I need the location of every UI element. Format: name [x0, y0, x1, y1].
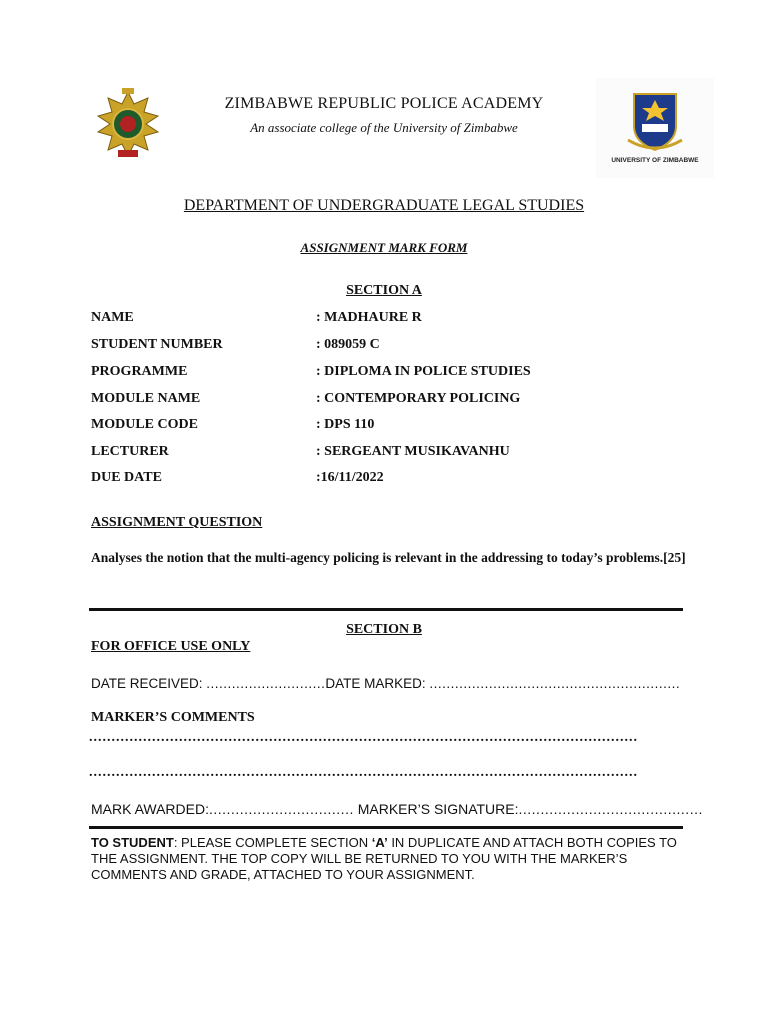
note-quote-open: ‘ [371, 835, 376, 850]
date-marked-label: DATE MARKED: [325, 676, 426, 691]
marker-signature-field[interactable]: .......................................... [518, 801, 703, 817]
note-text-part-1: : PLEASE COMPLETE SECTION [173, 835, 372, 850]
field-label: STUDENT NUMBER [91, 337, 223, 352]
uz-logo-caption: UNIVERSITY OF ZIMBABWE [611, 157, 699, 164]
academy-title: ZIMBABWE REPUBLIC POLICE ACADEMY [224, 95, 544, 112]
section-a-heading: SECTION A [346, 283, 422, 298]
date-marked-field[interactable]: ........................................................... [429, 676, 681, 691]
form-title: ASSIGNMENT MARK FORM [300, 240, 468, 255]
note-section-letter: A [375, 835, 385, 850]
markers-comments-heading: MARKER’S COMMENTS [91, 710, 255, 725]
field-value: :16/11/2022 [316, 470, 384, 485]
note-divider [89, 826, 683, 829]
date-received-field[interactable]: ............................ [206, 676, 326, 691]
marker-signature-label: MARKER’S SIGNATURE: [357, 801, 519, 817]
field-value: : MADHAURE R [316, 310, 422, 325]
field-value: : CONTEMPORARY POLICING [316, 391, 521, 406]
comment-line-1[interactable]: .......................................................................................................................... [89, 730, 638, 745]
mark-line [91, 801, 703, 817]
field-label: NAME [91, 310, 134, 325]
mark-awarded-field[interactable]: ................................. [208, 801, 354, 817]
field-label: MODULE NAME [91, 391, 201, 406]
department-title: DEPARTMENT OF UNDERGRADUATE LEGAL STUDIES [183, 197, 585, 214]
field-label: PROGRAMME [91, 364, 188, 379]
assignment-question-heading: ASSIGNMENT QUESTION [91, 515, 263, 530]
field-label: LECTURER [91, 444, 169, 459]
field-value: : DIPLOMA IN POLICE STUDIES [316, 364, 531, 379]
date-received-label: DATE RECEIVED: [91, 676, 203, 691]
assignment-question-text: Analyses the notion that the multi-agency policing is relevant in the addressing to today’s problems.[25] [91, 550, 686, 565]
mark-awarded-label: MARK AWARDED: [91, 801, 209, 817]
comment-line-2[interactable]: .......................................................................................................................... [89, 765, 638, 780]
student-note [91, 835, 691, 883]
date-line [91, 676, 680, 691]
section-divider [89, 608, 683, 611]
section-b-heading: SECTION B [346, 622, 422, 637]
office-use-heading: FOR OFFICE USE ONLY [91, 639, 251, 654]
field-value: : SERGEANT MUSIKAVANHU [316, 444, 510, 459]
field-value: : 089059 C [316, 337, 380, 352]
note-text-part-2: IN DUPLICATE AND ATTACH BOTH COPIES TO THE ASSIGNMENT. THE TOP COPY WILL BE RETURNED TO YOU WITH THE MARKER’S COMMENTS AND GRADE, ATTACHED TO YOUR ASSIGNMENT. [91, 835, 677, 882]
note-bold-label: TO STUDENT [91, 835, 174, 850]
field-value: : DPS 110 [316, 417, 375, 432]
field-label: MODULE CODE [91, 417, 198, 432]
field-label: DUE DATE [91, 470, 162, 485]
note-quote-close: ’ [384, 835, 388, 850]
academy-subtitle: An associate college of the University of Zimbabwe [250, 120, 518, 135]
